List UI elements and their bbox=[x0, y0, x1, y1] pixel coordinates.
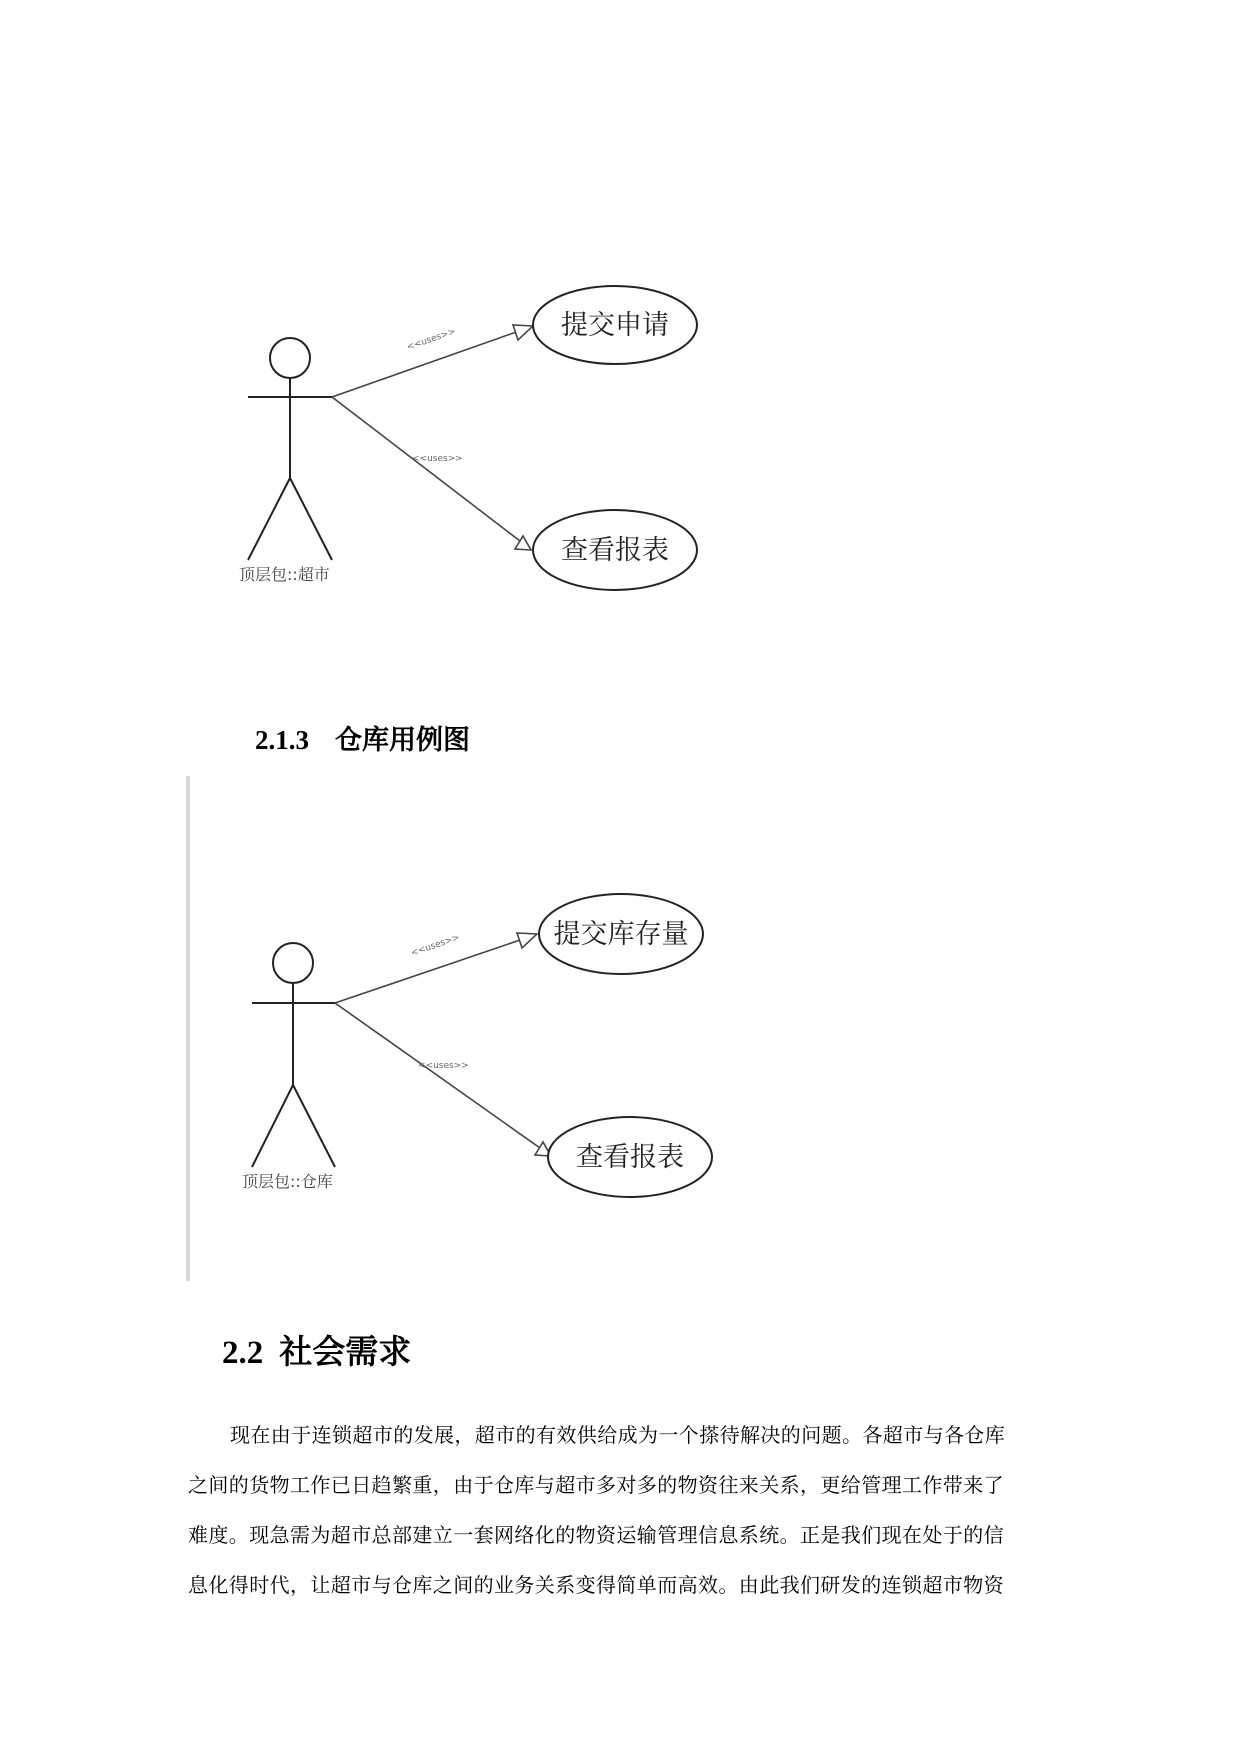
section-heading-2-2 bbox=[222, 1326, 411, 1373]
section-title: 仓库用例图 bbox=[335, 725, 470, 756]
paragraph-line: 现在由于连锁超市的发展，超市的有效供给成为一个搽待解决的问题。各超市与各仓库 bbox=[230, 1423, 1006, 1447]
actor-left-leg bbox=[252, 1085, 293, 1167]
use-case-label: 查看报表 bbox=[576, 1142, 684, 1173]
arrowhead bbox=[517, 933, 537, 948]
uses-association-line bbox=[335, 1003, 540, 1148]
actor-head bbox=[273, 943, 313, 983]
actor-right-leg bbox=[293, 1085, 335, 1167]
paragraph-line: 难度。现急需为超市总部建立一套网络化的物资运输管理信息系统。正是我们现在处于的信 bbox=[188, 1523, 1004, 1547]
actor-label: 顶层包::超市 bbox=[239, 565, 330, 584]
use-case-label: 提交申请 bbox=[561, 310, 669, 341]
warehouse-actor bbox=[252, 943, 335, 1167]
uses-stereotype-label: <<uses>> bbox=[409, 932, 462, 959]
actor-label: 顶层包::仓库 bbox=[242, 1172, 333, 1191]
uses-stereotype-label: <<uses>> bbox=[418, 1061, 469, 1071]
use-case-label: 查看报表 bbox=[561, 535, 669, 566]
paragraph-line: 息化得时代，让超市与仓库之间的业务关系变得简单而高效。由此我们研发的连锁超市物资 bbox=[188, 1573, 1004, 1597]
uses-stereotype-label: <<uses>> bbox=[412, 454, 463, 464]
section-title: 社会需求 bbox=[279, 1332, 412, 1371]
section-number: 2.2 bbox=[222, 1335, 264, 1371]
uses-stereotype-label: <<uses>> bbox=[405, 326, 458, 353]
paragraph-line: 之间的货物工作已日趋繁重，由于仓库与超市多对多的物资往来关系，更给管理工作带来了 bbox=[188, 1473, 1004, 1497]
section-number: 2.1.3 bbox=[255, 725, 309, 755]
use-case-label: 提交库存量 bbox=[553, 919, 689, 950]
body-paragraph bbox=[188, 1410, 1056, 1610]
